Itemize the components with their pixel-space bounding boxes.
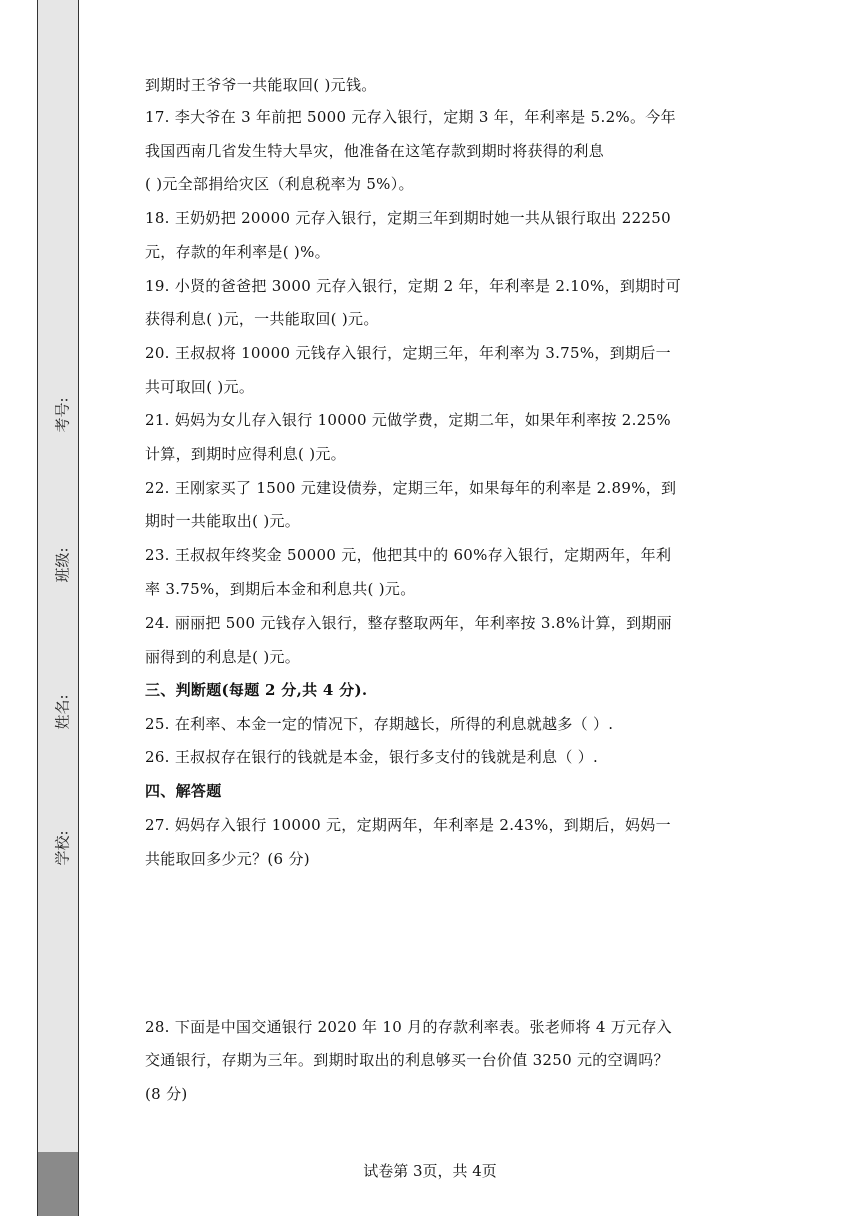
question-23-line-1: 23. 王叔叔年终奖金 50000 元，他把其中的 60%存入银行，定期两年，年利 [145,546,672,564]
name-label: 姓名: [53,694,72,730]
question-17-line-1: 17. 李大爷在 3 年前把 5000 元存入银行，定期 3 年，年利率是 5.2%。今年 [145,108,676,126]
section-3-heading: 三、判断题(每题 2 分,共 4 分). [145,681,368,699]
question-20-line-1: 20. 王叔叔将 10000 元钱存入银行，定期三年，年利率为 3.75%，到期后一 [145,344,671,362]
question-28-line-3: (8 分) [145,1085,188,1103]
question-28-line-1: 28. 下面是中国交通银行 2020 年 10 月的存款利率表。张老师将 4 万元存入 [145,1018,672,1036]
page-footer: 试卷第 3页，共 4页 [363,1162,497,1180]
question-24-line-2: 丽得到的利息是( )元。 [145,648,301,666]
question-19-line-1: 19. 小贤的爸爸把 3000 元存入银行，定期 2 年，年利率是 2.10%，到期时可 [145,277,682,295]
question-16-end: 到期时王爷爷一共能取回( )元钱。 [145,76,377,94]
class-label: 班级: [53,547,72,583]
question-18-line-1: 18. 王奶奶把 20000 元存入银行，定期三年到期时她一共从银行取出 22250 [145,209,671,227]
question-28-line-2: 交通银行，存期为三年。到期时取出的利息够买一台价值 3250 元的空调吗？ [145,1051,669,1069]
question-25: 25. 在利率、本金一定的情况下，存期越长，所得的利息就越多（ ）. [145,715,614,733]
question-17-line-2: 我国西南几省发生特大旱灾，他准备在这笔存款到期时将获得的利息 [145,142,605,160]
question-26: 26. 王叔叔存在银行的钱就是本金，银行多支付的钱就是利息（ ）. [145,748,599,766]
question-22-line-2: 期时一共能取出( )元。 [145,512,301,530]
question-21-line-2: 计算，到期时应得利息( )元。 [145,445,346,463]
school-label: 学校: [53,830,72,866]
question-27-line-1: 27. 妈妈存入银行 10000 元，定期两年，年利率是 2.43%，到期后，妈妈一 [145,816,671,834]
exam-number-label: 考号: [53,397,72,433]
question-23-line-2: 率 3.75%，到期后本金和利息共( )元。 [145,580,416,598]
question-20-line-2: 共可取回( )元。 [145,378,255,396]
question-17-line-3: ( )元全部捐给灾区（利息税率为 5%）。 [145,175,414,193]
question-18-line-2: 元，存款的年利率是( )%。 [145,243,330,261]
question-27-line-2: 共能取回多少元？(6 分) [145,850,310,868]
question-24-line-1: 24. 丽丽把 500 元钱存入银行，整存整取两年，年利率按 3.8%计算，到期丽 [145,614,672,632]
question-19-line-2: 获得利息( )元，一共能取回( )元。 [145,310,379,328]
section-4-heading: 四、解答题 [145,782,222,800]
question-21-line-1: 21. 妈妈为女儿存入银行 10000 元做学费，定期二年，如果年利率按 2.25% [145,411,671,429]
question-22-line-1: 22. 王刚家买了 1500 元建设债券，定期三年，如果每年的利率是 2.89%，到 [145,479,677,497]
